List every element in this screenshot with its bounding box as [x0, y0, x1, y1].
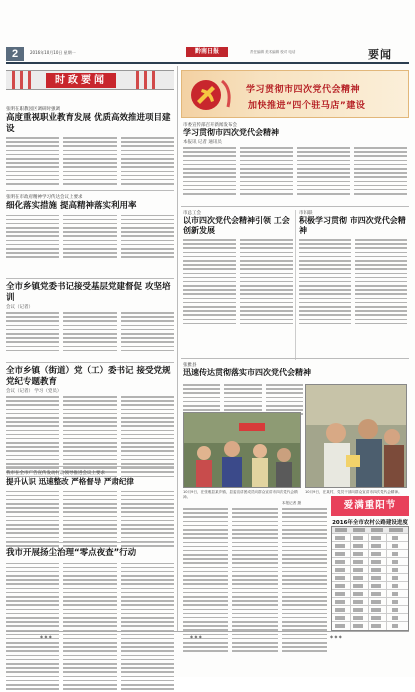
- table-row: [332, 591, 408, 598]
- photo-credit-left: 本报记者 摄: [183, 501, 301, 506]
- table-row: [332, 535, 408, 542]
- article-body: [6, 215, 174, 261]
- table-row: [332, 607, 408, 614]
- article-body: [6, 312, 174, 354]
- table-row: [332, 583, 408, 590]
- article-body: [6, 137, 174, 187]
- photo-caption-right: 10月9日，在某村，党员干部向群众宣讲市四次党代会精神。: [305, 490, 407, 501]
- article-kicker: 张雅县: [183, 362, 407, 368]
- article-body: [6, 396, 174, 480]
- article-headline: 迅速传达贯彻落实市四次党代会精神: [183, 368, 407, 378]
- news-photo-right: [305, 384, 407, 488]
- left-article-1: [6, 106, 174, 187]
- masthead: [0, 0, 415, 66]
- table-title: 2016年全市农村公路建设进度: [331, 518, 409, 534]
- article-headline: 提升认识 迅速整改 严格督导 严肃纪律: [6, 477, 174, 488]
- union-article: [183, 210, 293, 327]
- header-rule: [6, 62, 409, 64]
- table-row: [332, 599, 408, 606]
- table-row: [332, 615, 408, 622]
- footer-rule: [6, 631, 409, 632]
- paper-logo: 黔南日报: [186, 47, 228, 57]
- article-kicker: 我市在全市广告宣传发动行动领导推进会议上要求: [6, 470, 174, 476]
- left-column: [6, 66, 174, 631]
- table-row: [332, 567, 408, 574]
- article-subhead: 会议（记者） 学习（党员）: [6, 388, 174, 394]
- article-subhead: 本报讯 记者 通讯员: [183, 139, 407, 145]
- table-row: [332, 559, 408, 566]
- left-article-3: [6, 282, 174, 354]
- page-number: 2: [6, 47, 24, 61]
- section-name: 要闻: [368, 46, 392, 62]
- left-article-4: [6, 366, 174, 480]
- right-area: [181, 66, 409, 631]
- village-photo-icon: [306, 385, 407, 488]
- left-article-6: [6, 548, 174, 692]
- love-banner: 爱满重阳节: [331, 496, 409, 516]
- article-kicker: 张明在市政府精神学习传达会议上要求: [6, 194, 174, 200]
- article-headline: 全市乡镇（街道）党（工）委书记 接受党规党纪专题教育: [6, 366, 174, 387]
- lead-article: [183, 122, 407, 197]
- editor-line: 责任编辑 美术编辑 校对 电话: [250, 50, 295, 55]
- table-row: [332, 543, 408, 550]
- article-subhead: 会议（记者）: [6, 304, 174, 310]
- crowd-photo-icon: [184, 413, 301, 488]
- photo-story: [183, 362, 407, 378]
- article-headline: 以市四次党代会精神引领 工会创新发展: [183, 216, 293, 236]
- feature-banner: [181, 70, 409, 118]
- article-body: [183, 239, 293, 327]
- banner-title: 时政要闻: [46, 73, 116, 88]
- table-row: [332, 623, 408, 630]
- left-article-2: [6, 194, 174, 261]
- news-banner: [6, 70, 174, 90]
- footer-marks-right: ◆ ◆ ◆: [330, 634, 342, 639]
- feature-title-line2: 加快推进“四个驻马店”建设: [248, 98, 365, 111]
- progress-table: [331, 526, 409, 631]
- article-kicker: 张明在职教园区调研时强调: [6, 106, 174, 112]
- photo-story-continued: [183, 508, 327, 655]
- article-body: [6, 563, 174, 692]
- left-article-5: [6, 470, 174, 549]
- news-photo-left: [183, 412, 301, 488]
- article-body: [183, 147, 407, 197]
- party-emblem-icon: [188, 77, 232, 113]
- feature-title-line1: 学习贯彻市四次党代会精神: [246, 82, 360, 95]
- footer-marks-left: ◆ ◆ ◆: [40, 634, 52, 639]
- article-headline: 学习贯彻市四次党代会精神: [183, 128, 407, 138]
- column-divider: [177, 66, 178, 631]
- article-body: [299, 239, 407, 327]
- article-kicker: 市总工会: [183, 210, 293, 216]
- article-headline: 细化落实措施 提高精神落实利用率: [6, 201, 174, 212]
- footer-marks-center: ◆ ◆ ◆: [190, 634, 202, 639]
- article-headline: 高度重视职业教育发展 优质高效推进项目建设: [6, 113, 174, 134]
- date-line: 2016年10月10日 星期一: [30, 50, 76, 56]
- article-kicker: 市妇联: [299, 210, 407, 216]
- photo-caption-left: 10月9日，在张雅县某乡镇，县委宣讲团成员向群众宣讲市四次党代会精神。 本报记者 摄: [183, 490, 301, 506]
- article-body: [6, 491, 174, 550]
- table-row: [332, 575, 408, 582]
- article-kicker: 市委宣传部召开新闻发布会: [183, 122, 407, 128]
- women-federation-article: [299, 210, 407, 327]
- article-headline: 全市乡镇党委书记接受基层党建督促 攻坚培训: [6, 282, 174, 303]
- article-headline: 积极学习贯彻 市四次党代会精神: [299, 216, 407, 236]
- article-headline: 我市开展扬尘治理“零点夜查”行动: [6, 548, 174, 559]
- table-header-row: [332, 527, 408, 534]
- table-row: [332, 551, 408, 558]
